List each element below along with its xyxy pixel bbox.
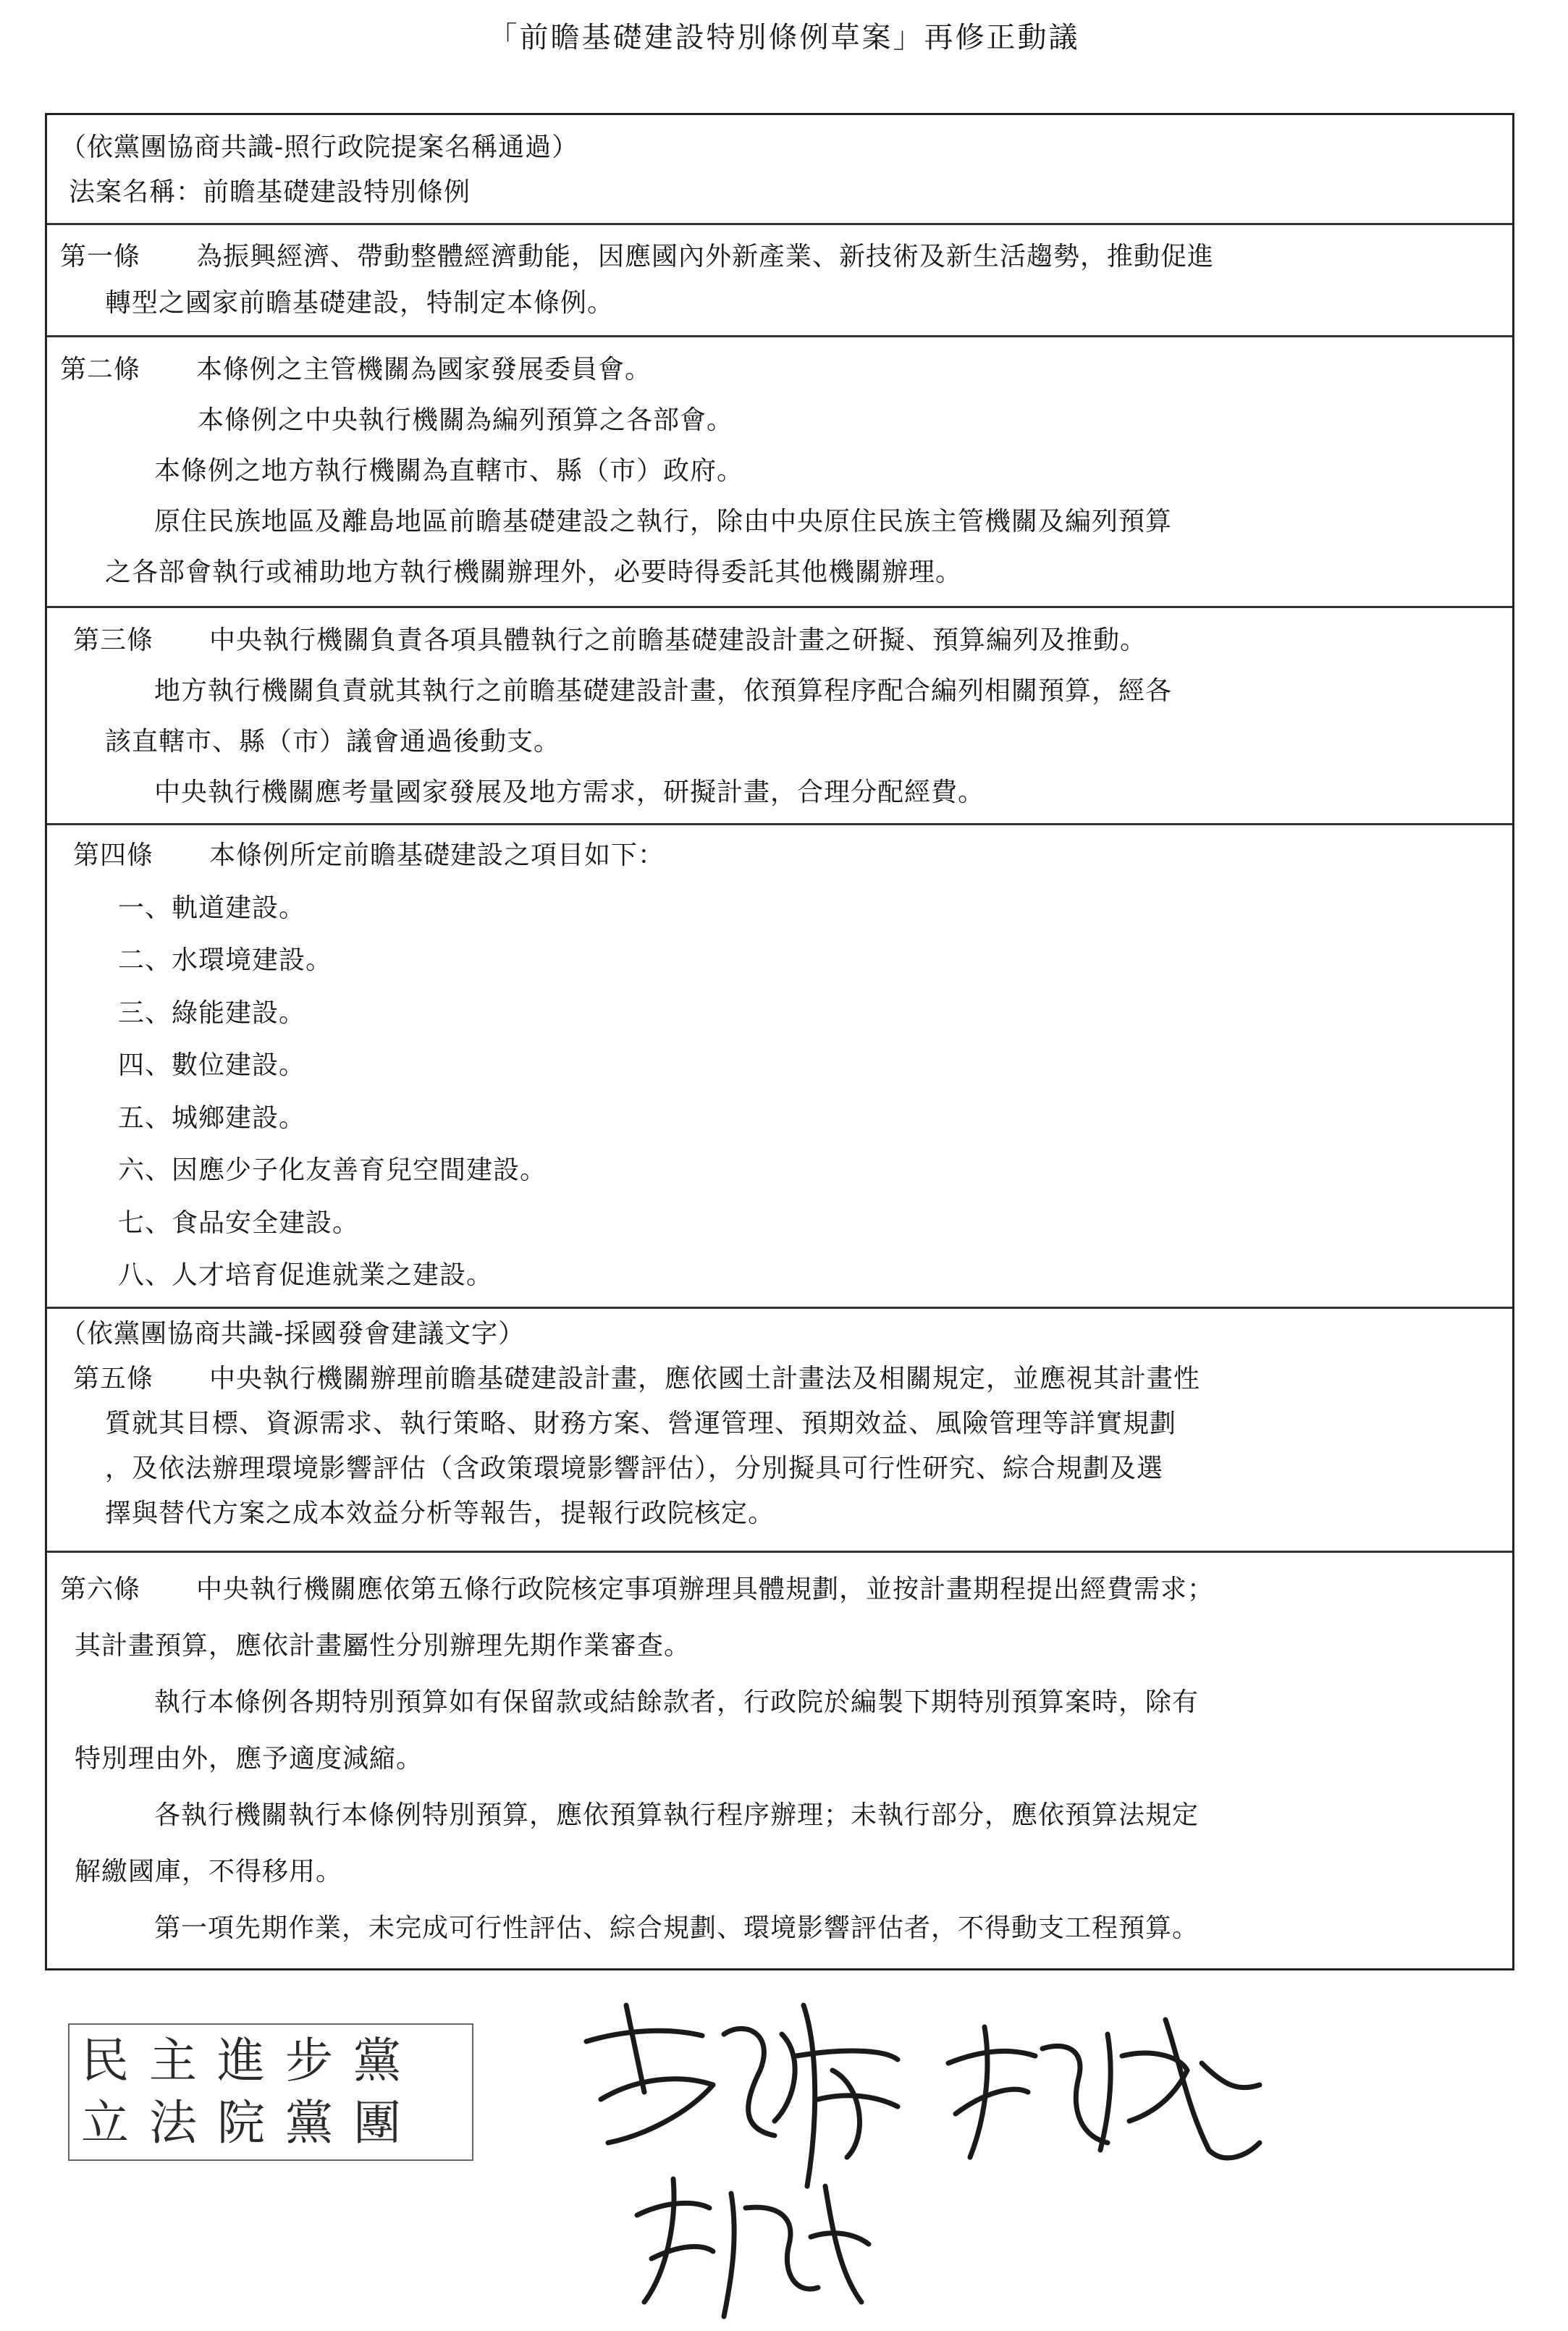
stamp-line-1: 民主進步黨 xyxy=(81,2033,421,2088)
article-1-line: 為振興經濟、帶動整體經濟動能，因應國內外新產業、新技術及新生活趨勢，推動促進 xyxy=(196,242,1215,271)
consensus-note: （依黨團協商共識-採國發會建議文字） xyxy=(60,1319,526,1349)
section-bill-name xyxy=(47,115,1512,225)
article-2-line: 本條例之主管機關為國家發展委員會。 xyxy=(196,355,652,384)
article-6-line: 各執行機關執行本條例特別預算，應依預算執行程序辦理；未執行部分，應依預算法規定 xyxy=(154,1800,1200,1830)
signature-2 xyxy=(934,2005,1274,2172)
article-2-line: 本條例之地方執行機關為直轄市、縣（市）政府。 xyxy=(154,456,744,486)
article-3-line: 中央執行機關負責各項具體執行之前瞻基礎建設計畫之研擬、預算編列及推動。 xyxy=(209,625,1147,655)
article-1-heading: 第一條 xyxy=(60,242,141,271)
article-5-line: 中央執行機關辦理前瞻基礎建設計畫，應依國土計畫法及相關規定，並應視其計畫性 xyxy=(209,1364,1201,1394)
motion-table xyxy=(45,113,1514,1970)
article-6-heading: 第六條 xyxy=(60,1575,141,1604)
list-item: 六、因應少子化友善育兒空間建設。 xyxy=(118,1155,547,1185)
list-item: 四、數位建設。 xyxy=(118,1050,306,1080)
article-5 xyxy=(47,1309,1512,1553)
article-3-line: 地方執行機關負責就其執行之前瞻基礎建設計畫，依預算程序配合編列相關預算，經各 xyxy=(154,676,1173,706)
article-2-heading: 第二條 xyxy=(60,355,141,384)
article-4-heading: 第四條 xyxy=(73,840,154,870)
bill-name: 法案名稱：前瞻基礎建設特別條例 xyxy=(69,177,471,207)
article-4 xyxy=(47,825,1512,1309)
signature-1 xyxy=(557,1991,919,2193)
article-5-line: ，及依法辦理環境影響評估（含政策環境影響評估），分別擬具可行性研究、綜合規劃及選 xyxy=(105,1454,1164,1483)
article-6-line: 中央執行機關應依第五條行政院核定事項辦理具體規劃，並按計畫期程提出經費需求； xyxy=(196,1575,1215,1604)
document-title: 「前瞻基礎建設特別條例草案」再修正動議 xyxy=(488,21,1080,54)
article-6-line: 解繳國庫，不得移用。 xyxy=(75,1857,343,1887)
article-6-line: 其計畫預算，應依計畫屬性分別辦理先期作業審查。 xyxy=(75,1631,691,1661)
signature-3 xyxy=(623,2164,883,2331)
article-5-heading: 第五條 xyxy=(73,1364,154,1394)
article-6-line: 執行本條例各期特別預算如有保留款或結餘款者，行政院於編製下期特別預算案時，除有 xyxy=(154,1687,1200,1717)
party-caucus-stamp xyxy=(68,2023,473,2161)
article-1-line: 轉型之國家前瞻基礎建設，特制定本條例。 xyxy=(105,288,615,318)
list-item: 三、綠能建設。 xyxy=(118,998,306,1028)
article-6 xyxy=(47,1553,1512,1967)
article-1 xyxy=(47,225,1512,337)
article-2-line: 原住民族地區及離島地區前瞻基礎建設之執行，除由中央原住民族主管機關及編列預算 xyxy=(154,507,1173,536)
list-item: 七、食品安全建設。 xyxy=(118,1207,360,1238)
list-item: 二、水環境建設。 xyxy=(118,945,333,975)
article-6-line: 第一項先期作業，未完成可行性評估、綜合規劃、環境影響評估者，不得動支工程預算。 xyxy=(154,1913,1200,1943)
list-item: 八、人才培育促進就業之建設。 xyxy=(118,1260,494,1290)
article-2-line: 之各部會執行或補助地方執行機關辦理外，必要時得委託其他機關辦理。 xyxy=(105,557,963,587)
article-6-line: 特別理由外，應予適度減縮。 xyxy=(75,1744,423,1774)
stamp-line-2: 立法院黨團 xyxy=(81,2095,421,2151)
consensus-note: （依黨團協商共識-照行政院提案名稱通過） xyxy=(60,132,579,162)
article-3-line: 該直轄市、縣（市）議會通過後動支。 xyxy=(105,727,561,756)
article-3-heading: 第三條 xyxy=(73,625,154,655)
article-3 xyxy=(47,608,1512,825)
article-5-line: 擇與替代方案之成本效益分析等報告，提報行政院核定。 xyxy=(105,1498,775,1528)
article-2-line: 本條例之中央執行機關為編列預算之各部會。 xyxy=(198,405,734,435)
list-item: 五、城鄉建設。 xyxy=(118,1103,306,1133)
article-2 xyxy=(47,337,1512,608)
article-5-line: 質就其目標、資源需求、執行策略、財務方案、營運管理、預期效益、風險管理等詳實規劃 xyxy=(105,1409,1177,1438)
article-3-line: 中央執行機關應考量國家發展及地方需求，研擬計畫，合理分配經費。 xyxy=(154,777,985,807)
list-item: 一、軌道建設。 xyxy=(118,893,306,923)
article-4-line: 本條例所定前瞻基礎建設之項目如下： xyxy=(209,840,665,870)
